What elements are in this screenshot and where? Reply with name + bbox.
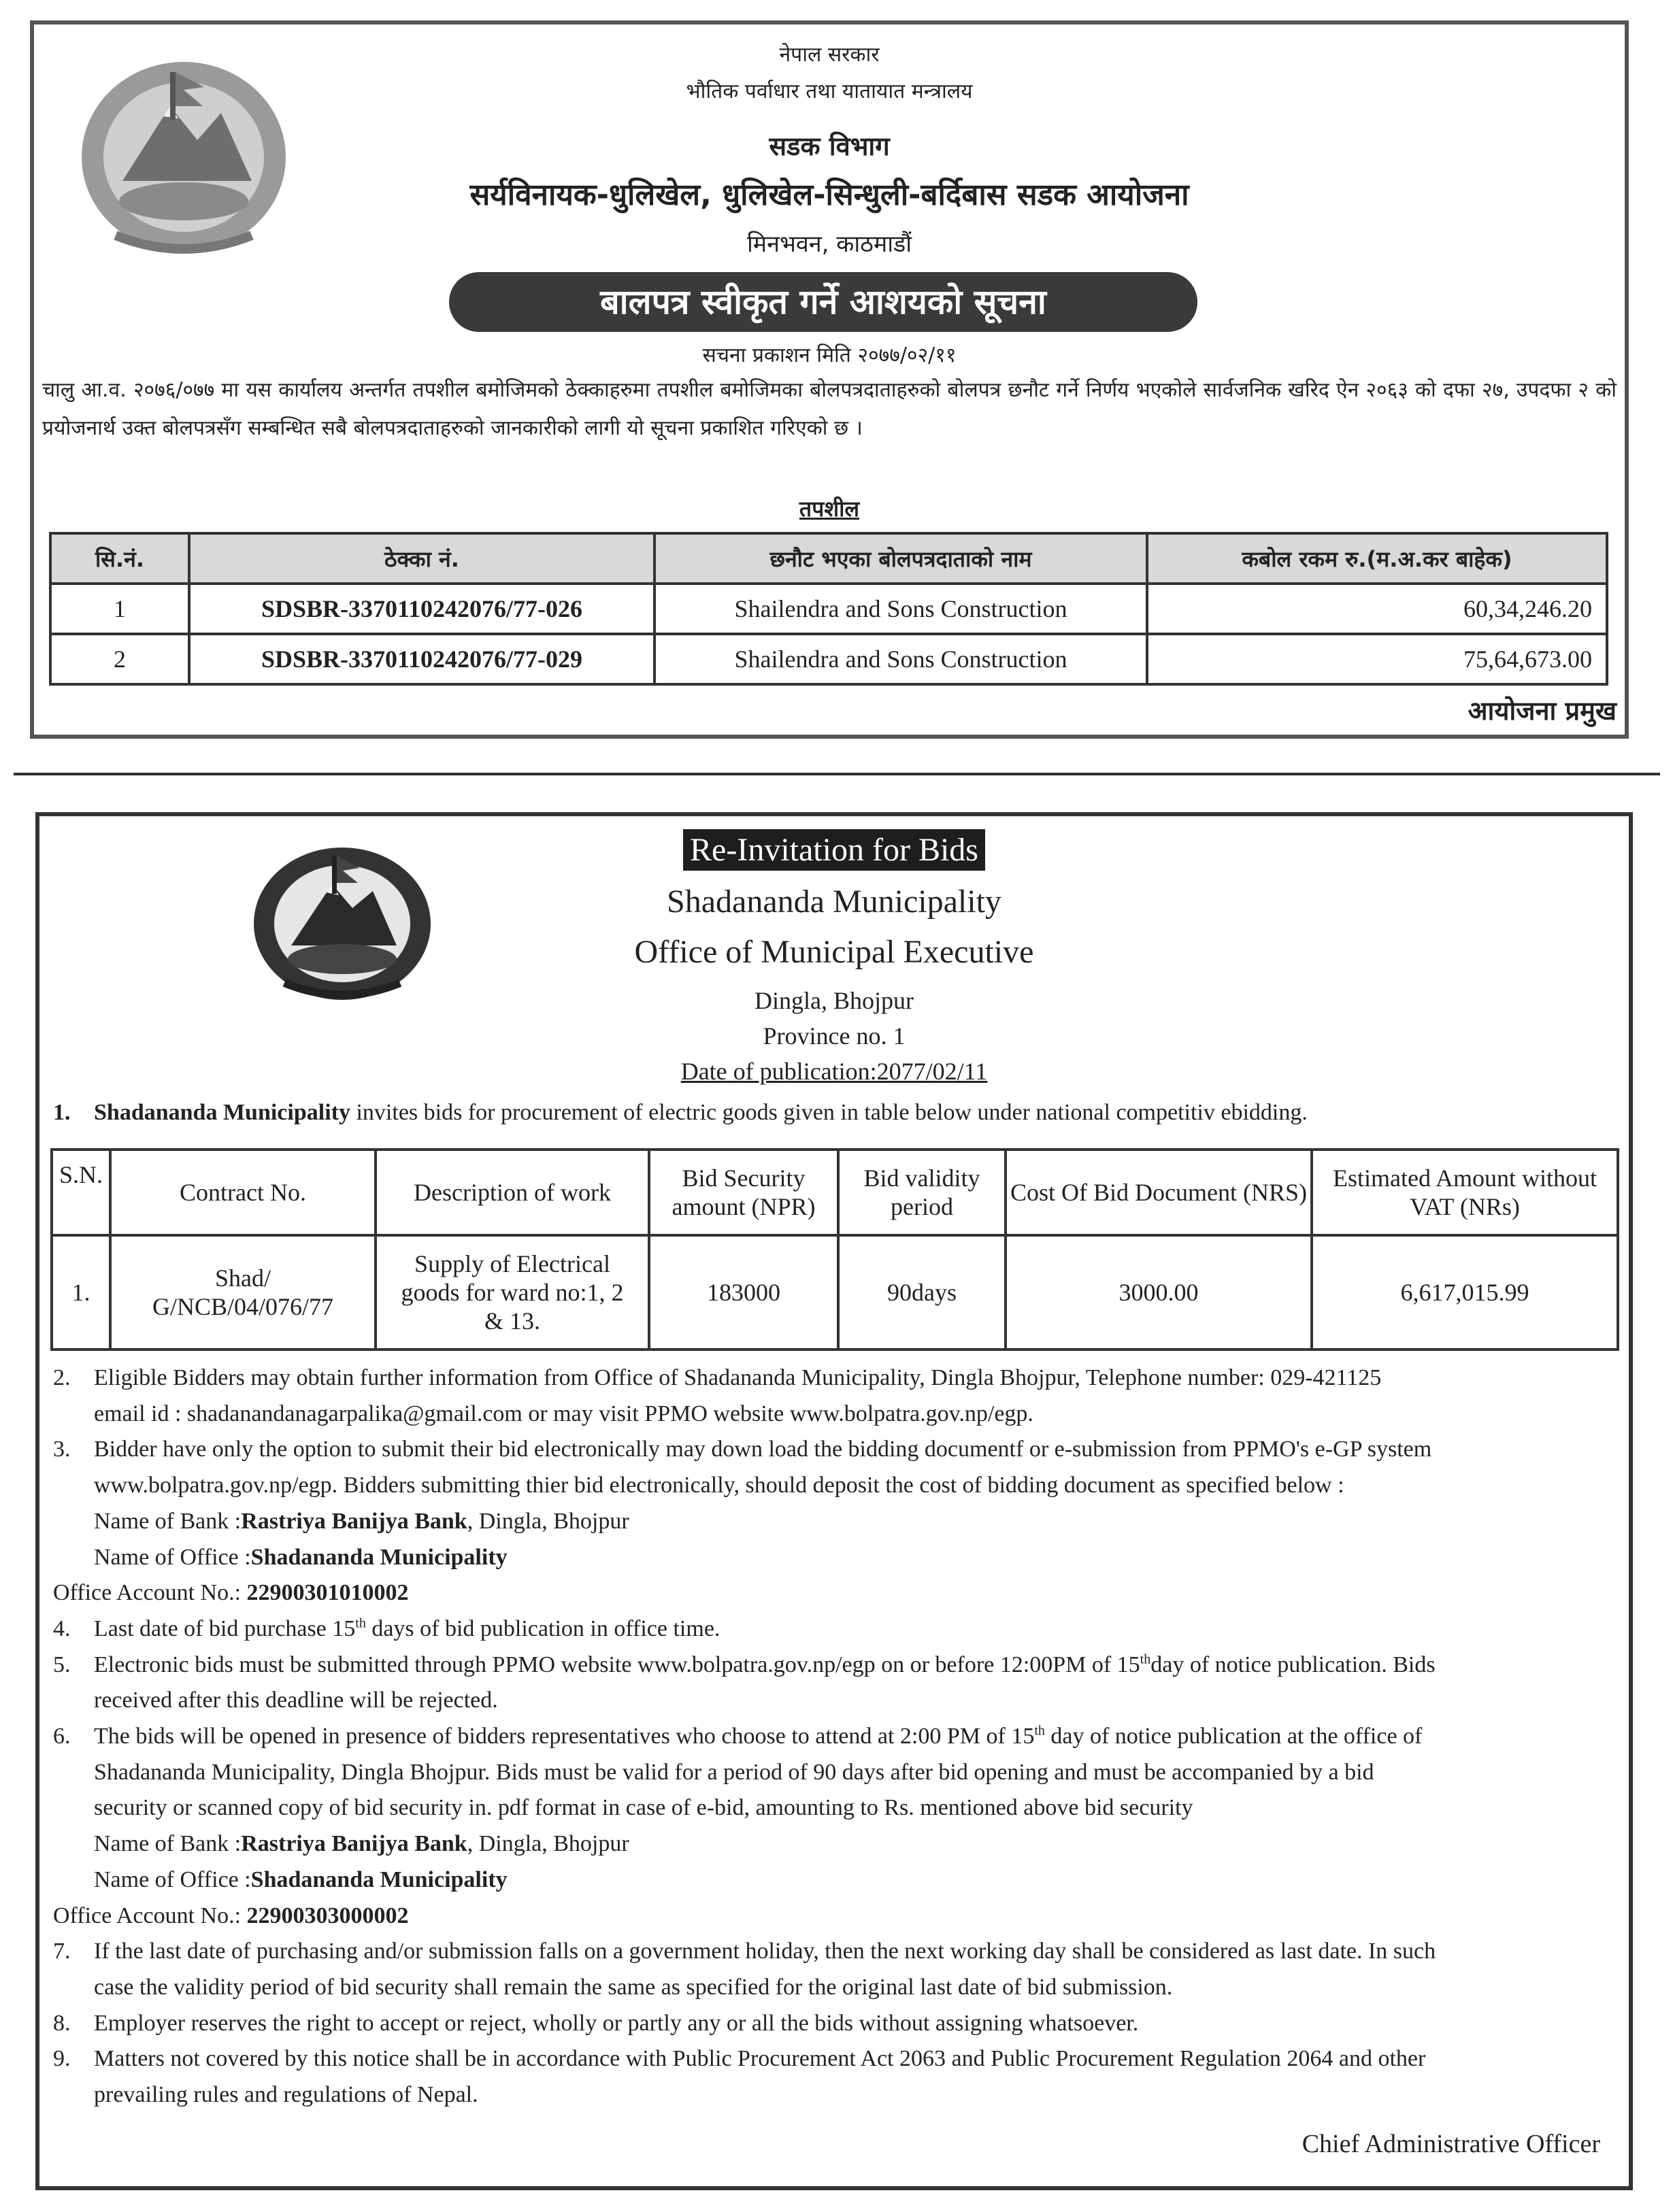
table-row: [52, 1235, 1618, 1350]
item-number: 7.: [53, 1939, 71, 1964]
header-sn: सि.नं.: [50, 533, 189, 584]
item-6-text-a: The bids will be opened in presence of bidders representatives who choose to attend at 2:00 PM of 15: [94, 1724, 1035, 1749]
bank-name-line: [53, 1504, 1612, 1540]
bank-name: Rastriya Banijya Bank: [241, 1831, 467, 1857]
office-name: Shadananda Municipality: [250, 1866, 508, 1892]
item-number: 5.: [53, 1652, 71, 1677]
notice-re-invitation-for-bids: [35, 812, 1633, 2190]
header-bid-doc-cost: Cost Of Bid Document (NRS): [1006, 1150, 1312, 1235]
superscript-th: th: [1140, 1652, 1151, 1667]
account-label: Office Account No.:: [53, 1903, 247, 1928]
details-heading: तपशील: [799, 496, 860, 522]
bank-name-line: [53, 1826, 1612, 1862]
office-label: Name of Office :: [94, 1866, 251, 1892]
cell-estimated-amount: 6,617,015.99: [1312, 1235, 1618, 1350]
cell-contract-no: SDSBR-3370110242076/77-029: [189, 634, 655, 684]
cell-amount: 60,34,246.20: [1147, 584, 1607, 634]
bank-place: , Dingla, Bhojpur: [467, 1831, 629, 1857]
item-2-line-2: email id : shadanandanagarpalika@gmail.com or may visit PPMO website www.bolpatra.gov.np/egp.: [94, 1401, 1033, 1426]
bank-label: Name of Bank :: [94, 1508, 242, 1534]
notice-body: चालु आ.व. २०७६/०७७ मा यस कार्यालय अन्तर्गत तपशील बमोजिमको ठेक्काहरुमा तपशील बमोजिमका बोलपत्रदाताहरुको बोलपत्र छनौट गर्ने निर्णय भएकोले सार्वजनिक खरिद ऐन २०६३ को दफा २७, उपदफा २ को प्रयोजनार्थ उक्त बोलपत्रसँग सम्बन्धित सबै बोलपत्रदाताहरुको जानकारीको लागी यो सूचना प्रकाशित गरिएको छ ।: [42, 378, 1617, 440]
notice-road-department: [30, 20, 1629, 739]
account-line: [53, 1575, 1612, 1611]
item-4-text-b: days of bid publication in office time.: [365, 1615, 720, 1641]
item-number: 4.: [53, 1615, 71, 1641]
office-name: Office of Municipal Executive: [634, 934, 1034, 970]
item-9-line-2: prevailing rules and regulations of Nepal.: [94, 2082, 478, 2108]
bank-name: Rastriya Banijya Bank: [241, 1508, 467, 1534]
item-5-text-a: Electronic bids must be submitted through PPMO website www.bolpatra.gov.np/egp on or before 12:00PM of 15: [94, 1652, 1140, 1677]
header-amount: कबोल रकम रु.(म.अ.कर बाहेक): [1147, 533, 1607, 584]
cell-bidder-name: Shailendra and Sons Construction: [655, 584, 1147, 634]
selected-bidders-table: [49, 532, 1608, 686]
section-divider: [14, 773, 1660, 775]
title-wrap: [39, 831, 1629, 869]
table-row: [50, 634, 1607, 684]
cell-contract-no: SDSBR-3370110242076/77-026: [189, 584, 655, 634]
account-number: 22900301010002: [246, 1580, 409, 1606]
item-number: 6.: [53, 1724, 71, 1749]
header-description: Description of work: [376, 1150, 649, 1235]
item-5-line-2: received after this deadline will be rejected.: [94, 1688, 498, 1713]
item-number: 8.: [53, 2010, 71, 2036]
item-3-line-2: www.bolpatra.gov.np/egp. Bidders submitting thier bid electronically, should deposit the cost of bidding document as specified below :: [94, 1473, 1344, 1498]
bank-label: Name of Bank :: [94, 1831, 242, 1857]
notice-title: Re-Invitation for Bids: [683, 829, 985, 871]
department-line: सडक विभाग: [769, 131, 890, 161]
terms-list: [53, 1360, 1612, 2113]
item-7-line-1: If the last date of purchasing and/or submission falls on a government holiday, then the next working day shall be considered as last date. In such: [94, 1939, 1436, 1964]
item-6-line-3: security or scanned copy of bid security in. pdf format in case of e-bid, amounting to Rs. mentioned above bid security: [94, 1795, 1193, 1821]
item-7-line-2: case the validity period of bid security shall remain the same as specified for the original last date of bid submission.: [94, 1974, 1173, 2000]
superscript-th: th: [1034, 1723, 1045, 1739]
cell-sn: 1: [50, 584, 189, 634]
header-contract-no: ठेक्का नं.: [189, 533, 655, 584]
cell-bid-doc-cost: 3000.00: [1006, 1235, 1312, 1350]
cell-bidder-name: Shailendra and Sons Construction: [655, 634, 1147, 684]
header-estimated-amount: Estimated Amount without VAT (NRs): [1312, 1150, 1618, 1235]
office-name-line: [53, 1862, 1612, 1898]
publication-date: Date of publication:2077/02/11: [680, 1058, 988, 1085]
item-number: 1.: [53, 1100, 71, 1125]
bank-place: , Dingla, Bhojpur: [467, 1508, 629, 1534]
ministry-line: भौतिक पर्वाधार तथा यातायात मन्त्रालय: [686, 80, 973, 103]
govt-line: नेपाल सरकार: [779, 43, 880, 67]
location-line: मिनभवन, काठमाडौं: [746, 231, 912, 258]
header-bidder-name: छनौट भएका बोलपत्रदाताको नाम: [655, 533, 1147, 584]
bid-details-table: [50, 1148, 1619, 1351]
publication-date: सचना प्रकाशन मिति २०७७/०२/११: [702, 343, 957, 367]
item-1-text: invites bids for procurement of electric goods given in table below under national competitiv ebidding.: [350, 1100, 1308, 1125]
org-name: Shadananda Municipality: [667, 884, 1001, 920]
superscript-th: th: [355, 1615, 366, 1631]
table-row: [50, 584, 1607, 634]
item-9-line-1: Matters not covered by this notice shall be in accordance with Public Procurement Act 2063 and Public Procurement Regulation 2064 and other: [94, 2046, 1426, 2072]
date-wrap: [39, 1057, 1629, 1086]
item-number: 2.: [53, 1365, 71, 1390]
signature: आयोजना प्रमुख: [1468, 696, 1617, 726]
item-number: 3.: [53, 1437, 71, 1462]
item-3-line-1: Bidder have only the option to submit their bid electronically may down load the bidding documentf or e-submission from PPMO's e-GP system: [94, 1437, 1432, 1462]
header-contract-no: Contract No.: [110, 1150, 376, 1235]
account-line: [53, 1898, 1612, 1934]
header-bid-validity: Bid validity period: [838, 1150, 1006, 1235]
table-header-row: [52, 1150, 1618, 1235]
item-2-line-1: Eligible Bidders may obtain further information from Office of Shadananda Municipality, Dingla Bhojpur, Telephone number: 029-421125: [94, 1365, 1382, 1390]
cell-contract-no: Shad/ G/NCB/04/076/77: [110, 1235, 376, 1350]
cell-bid-security: 183000: [649, 1235, 838, 1350]
item-number: 9.: [53, 2046, 71, 2072]
header-bid-security: Bid Security amount (NPR): [649, 1150, 838, 1235]
office-label: Name of Office :: [94, 1544, 251, 1570]
item-6-line-2: Shadananda Municipality, Dingla Bhojpur. Bids must be valid for a period of 90 days after bid opening and must be accompanied by a bid: [94, 1759, 1374, 1785]
account-label: Office Account No.:: [53, 1580, 247, 1606]
municipality-name: Shadananda Municipality: [94, 1100, 350, 1125]
notice-title-banner: बालपत्र स्वीकृत गर्ने आशयको सूचना: [449, 272, 1197, 332]
province: Province no. 1: [763, 1022, 906, 1050]
address: Dingla, Bhojpur: [755, 987, 914, 1014]
office-name: Shadananda Municipality: [250, 1544, 508, 1570]
header-sn: S.N.: [52, 1150, 110, 1235]
item-5-text-b: day of notice publication. Bids: [1150, 1652, 1436, 1677]
item-6-text-b: day of notice publication at the office of: [1044, 1724, 1423, 1749]
office-name-line: [53, 1540, 1612, 1576]
item-1: [53, 1095, 1612, 1131]
table-header-row: [50, 533, 1607, 584]
account-number: 22900303000002: [246, 1903, 409, 1928]
cell-sn: 2: [50, 634, 189, 684]
item-4-text-a: Last date of bid purchase 15: [94, 1615, 356, 1641]
item-8-text: Employer reserves the right to accept or reject, wholly or partly any or all the bids without assigning whatsoever.: [94, 2010, 1139, 2036]
cell-description: Supply of Electrical goods for ward no:1, 2 & 13.: [376, 1235, 649, 1350]
cell-sn: 1.: [52, 1235, 110, 1350]
cell-bid-validity: 90days: [838, 1235, 1006, 1350]
signature: Chief Administrative Officer: [1302, 2130, 1600, 2158]
cell-amount: 75,64,673.00: [1147, 634, 1607, 684]
project-line: सर्यविनायक-धुलिखेल, धुलिखेल-सिन्धुली-बर्दिबास सडक आयोजना: [469, 178, 1189, 212]
